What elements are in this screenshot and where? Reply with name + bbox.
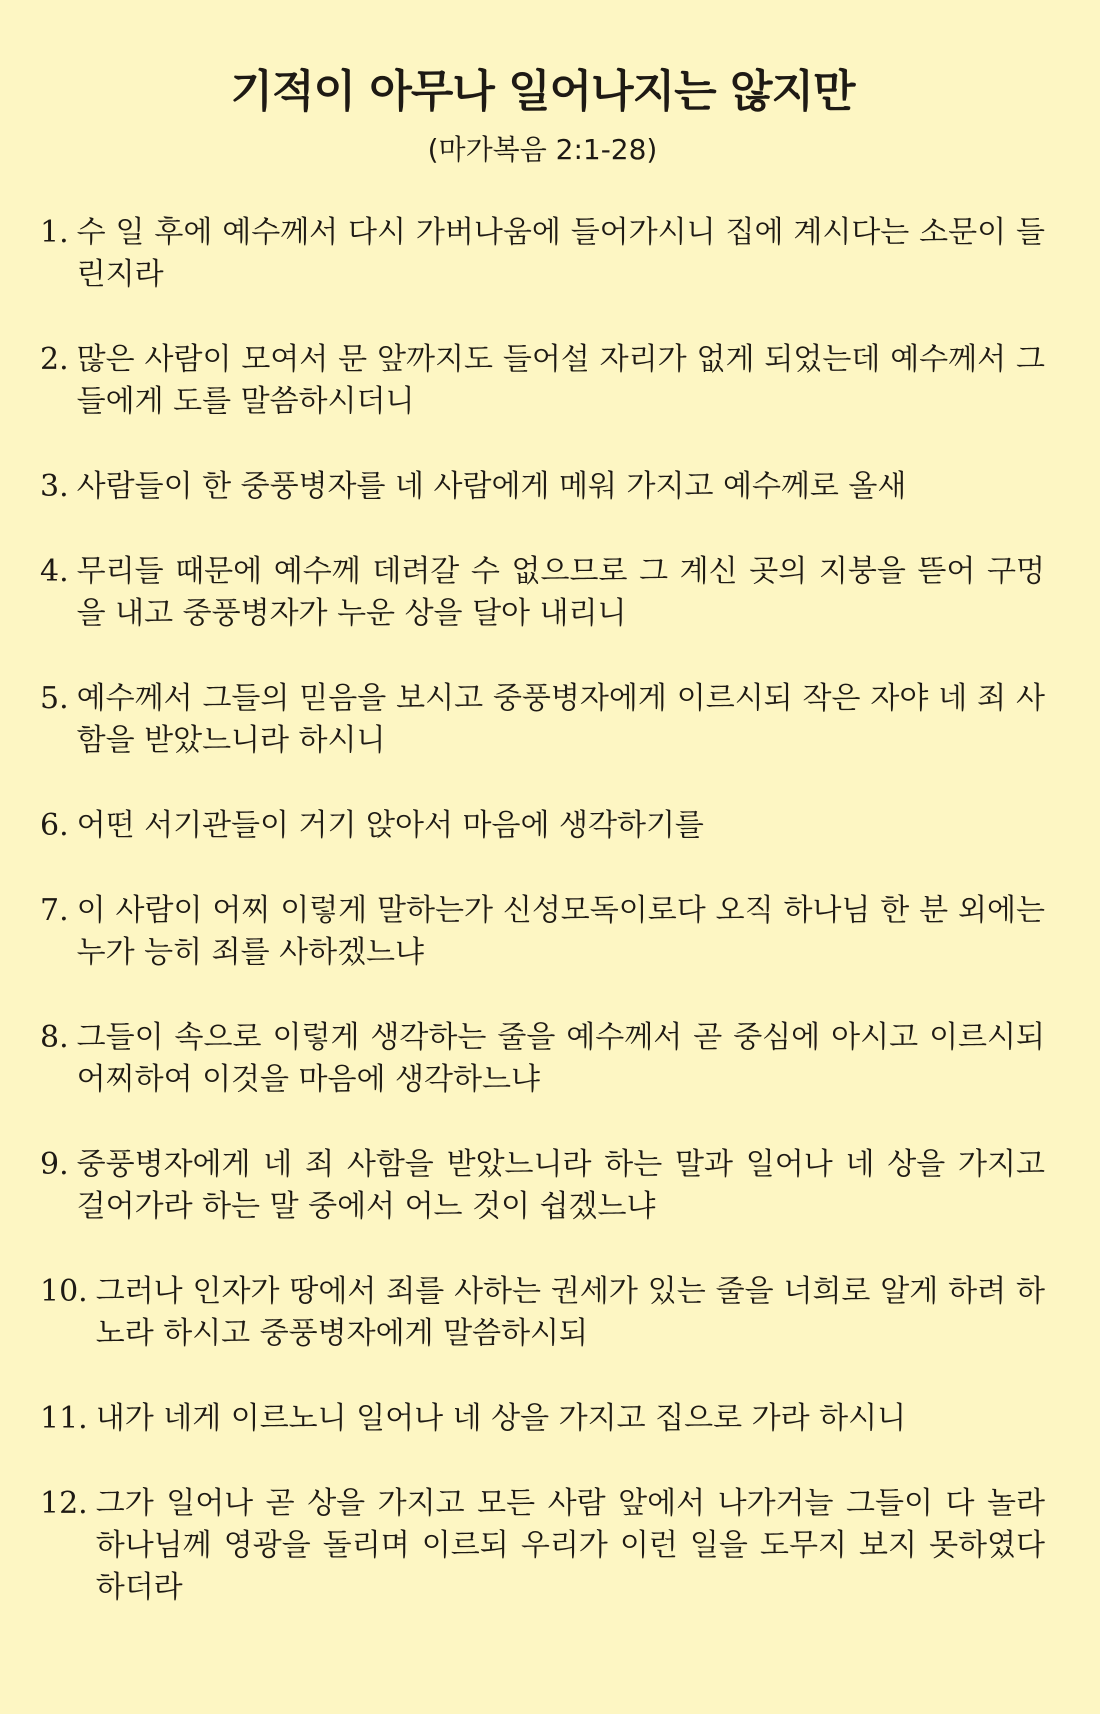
verse-item <box>40 551 1045 635</box>
verse-text: 중풍병자에게 네 죄 사함을 받았느니라 하는 말과 일어나 네 상을 가지고 걸어가라 하는 말 중에서 어느 것이 쉽겠느냐 <box>76 1147 1045 1224</box>
page-title: 기적이 아무나 일어나지는 않지만 <box>230 66 855 117</box>
verse-text: 내가 네게 이르노니 일어나 네 상을 가지고 집으로 가라 하시니 <box>95 1401 907 1436</box>
verse-number: 3. <box>40 469 69 504</box>
verse-number: 10. <box>40 1274 88 1309</box>
verse-text: 예수께서 그들의 믿음을 보시고 중풍병자에게 이르시되 작은 자야 네 죄 사함을 받았느니라 하시니 <box>76 681 1045 758</box>
verse-item <box>40 805 1045 847</box>
verse-number: 5. <box>40 681 69 716</box>
verse-text: 수 일 후에 예수께서 다시 가버나움에 들어가시니 집에 계시다는 소문이 들린지라 <box>76 215 1045 292</box>
verse-item <box>40 1271 1045 1355</box>
verse-number: 1. <box>40 215 69 250</box>
verse-text: 그러나 인자가 땅에서 죄를 사하는 권세가 있는 줄을 너희로 알게 하려 하노라 하시고 중풍병자에게 말씀하시되 <box>95 1274 1045 1351</box>
verse-item <box>40 1017 1045 1101</box>
verse-number: 11. <box>40 1401 88 1436</box>
verse-item <box>40 339 1045 423</box>
verse-number: 4. <box>40 554 69 589</box>
verse-text: 어떤 서기관들이 거기 앉아서 마음에 생각하기를 <box>76 808 704 843</box>
verse-text: 그들이 속으로 이렇게 생각하는 줄을 예수께서 곧 중심에 아시고 이르시되 어찌하여 이것을 마음에 생각하느냐 <box>76 1020 1045 1097</box>
verse-text: 사람들이 한 중풍병자를 네 사람에게 메워 가지고 예수께로 올새 <box>76 469 907 504</box>
verse-text: 많은 사람이 모여서 문 앞까지도 들어설 자리가 없게 되었는데 예수께서 그들에게 도를 말씀하시더니 <box>76 342 1045 419</box>
verse-item <box>40 1144 1045 1228</box>
verse-item <box>40 678 1045 762</box>
verse-number: 7. <box>40 893 69 928</box>
verse-item <box>40 212 1045 296</box>
verse-item <box>40 890 1045 974</box>
verse-number: 6. <box>40 808 69 843</box>
scripture-reference: (마가복음 2:1-28) <box>427 133 658 166</box>
verse-list <box>40 212 1045 1609</box>
verse-number: 9. <box>40 1147 69 1182</box>
verse-item <box>40 466 1045 508</box>
verse-item <box>40 1398 1045 1440</box>
verse-item <box>40 1483 1045 1609</box>
verse-number: 8. <box>40 1020 69 1055</box>
verse-number: 2. <box>40 342 69 377</box>
verse-number: 12. <box>40 1486 88 1521</box>
verse-text: 이 사람이 어찌 이렇게 말하는가 신성모독이로다 오직 하나님 한 분 외에는 누가 능히 죄를 사하겠느냐 <box>76 893 1045 970</box>
verse-text: 그가 일어나 곧 상을 가지고 모든 사람 앞에서 나가거늘 그들이 다 놀라 하나님께 영광을 돌리며 이르되 우리가 이런 일을 도무지 보지 못하였다 하더라 <box>95 1486 1045 1605</box>
verse-text: 무리들 때문에 예수께 데려갈 수 없으므로 그 계신 곳의 지붕을 뜯어 구멍을 내고 중풍병자가 누운 상을 달아 내리니 <box>76 554 1045 631</box>
